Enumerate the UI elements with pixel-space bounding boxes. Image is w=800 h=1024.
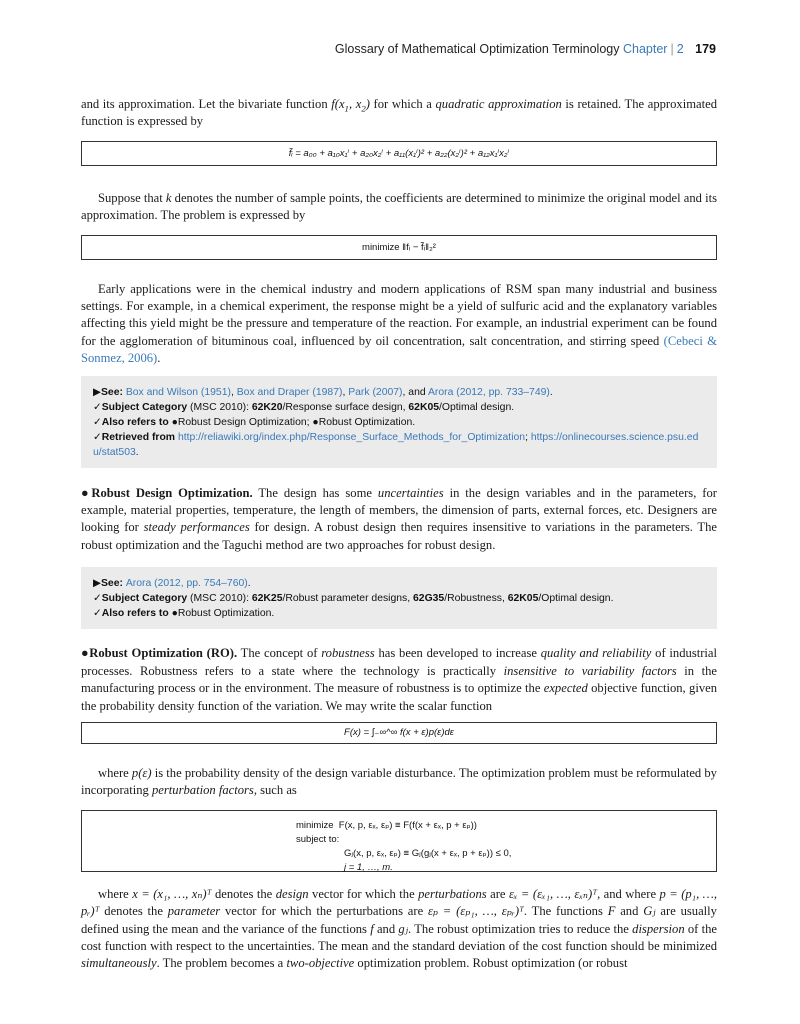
- equation-line: Gⱼ(x, p, εₓ, εₚ) ≡ Gⱼ(gⱼ(x + εₓ, p + εₚ)) ≤ 0,: [344, 847, 512, 859]
- entry-robust-design-optimization: ●Robust Design Optimization. The design has some uncertainties in the design variables and in the parameters, for example, material properties, temperature, the length of members, the dimension of parts, external forces, etc. Designers are looking for steady performances for design. A robust design then requires insensitive to variations in the parameters. The robust optimization and the Taguchi method are two approaches for robust design.: [81, 485, 717, 552]
- see-also-box-rdo: [81, 567, 717, 629]
- ref-link[interactable]: Arora (2012, pp. 733–749): [427, 386, 550, 398]
- see-line: ▶See: Arora (2012, pp. 754–760).: [93, 578, 251, 590]
- bullet-icon: ●: [81, 485, 92, 500]
- citation-link[interactable]: (Cebeci & Sonmez, 2006): [81, 333, 717, 366]
- url-link[interactable]: http://reliawiki.org/index.php/Response_Surface_Methods_for_Optimization: [177, 431, 526, 443]
- running-title: Glossary of Mathematical Optimization Terminology: [334, 42, 620, 56]
- paragraph-perturbations: where x = (x₁, …, xₙ)ᵀ denotes the design vector for which the perturbations are εₓ = (εₓ₁, …, εₓₙ)ᵀ, and where p = (p₁, …, pᵣ)ᵀ denotes the parameter vector for which the perturbations are εₚ = (εₚ₁, …, εₚᵣ)ᵀ. The functions F and Gⱼ are usually defined using the mean and the variance of the functions f and gⱼ. The robust optimization tries to reduce the dispersion of the cost function with respect to the uncertainties. The mean and the standard deviation of the cost function should be minimized simultaneously. The problem becomes a two-objective optimization problem. Robust optimization (or robust: [81, 886, 718, 971]
- equation-line: minimize F(x, p, εₓ, εₚ) ≡ F(f(x + εₓ, p + εₚ)): [296, 819, 477, 831]
- ref-link[interactable]: Box and Wilson (1951): [125, 386, 231, 398]
- chapter-number: 2: [676, 42, 684, 56]
- paragraph-approximation: and its approximation. Let the bivariate function $f(x_1$, $x_2$) for which a quadratic approximation is retained. The approximated function is expressed by: [81, 97, 717, 129]
- chapter-label: Chapter: [622, 42, 668, 56]
- paragraph-probability-density: where p(ε) is the probability density of the design variable disturbance. The optimization problem must be reformulated by incorporating perturbation factors, such as: [81, 765, 717, 798]
- see-also-box-rsm: [81, 376, 717, 468]
- equation-robust-problem: [81, 810, 717, 872]
- entry-term: Robust Design Optimization.: [91, 485, 253, 500]
- paragraph-sample-points: Suppose that k denotes the number of sample points, the coefficients are determined to minimize the original model and its approximation. The problem is expressed by: [81, 190, 717, 223]
- ref-link[interactable]: Arora (2012, pp. 754–760): [125, 578, 248, 590]
- page-number: 179: [695, 42, 716, 56]
- equation-line: j = 1, …, m.: [344, 861, 393, 873]
- see-line: ▶See: Box and Wilson (1951), Box and Draper (1987), Park (2007), and Arora (2012, pp. 733–749).: [93, 386, 553, 398]
- also-refers-line: ✓Also refers to ●Robust Design Optimization; ●Robust Optimization.: [93, 416, 416, 428]
- retrieved-from-line: ✓Retrieved from http://reliawiki.org/index.php/Response_Surface_Methods_for_Optimization; https://onlinecourses.science.psu.edu/stat503.: [93, 431, 699, 458]
- entry-robust-optimization: ●Robust Optimization (RO). The concept of robustness has been developed to increase quality and reliability of industrial processes. Robustness refers to a state where the technology is practically insensitive to variability factors in the manufacturing process or in the environment. The measure of robustness is to optimize the expected objective function, given the probability density function of the variation. We may write the scalar function: [81, 646, 718, 713]
- equation-line: subject to:: [296, 833, 340, 845]
- running-header: [335, 42, 716, 56]
- header-separator: |: [670, 42, 674, 56]
- page-body: [81, 96, 717, 973]
- paragraph-rsm-applications: Early applications were in the chemical industry and modern applications of RSM span many industrial and business settings. For example, in a chemical experiment, the response might be a yield of sulfuric acid and the explanatory variables affecting this yield might be the pressure and temperature of the reaction. For example, an industrial experiment can be found for the agglomeration of bituminous coal, influenced by oil concentration, salt concentration, and stirring speed (Cebeci & Sonmez, 2006).: [81, 281, 717, 366]
- also-refers-line: ✓Also refers to ●Robust Optimization.: [93, 608, 275, 620]
- subject-category-line: ✓Subject Category (MSC 2010): 62K20/Response surface design, 62K05/Optimal design.: [93, 401, 515, 413]
- equation-minimize-norm: minimize ‖fᵢ − f̃ᵢ‖₂²: [81, 235, 717, 260]
- ref-link[interactable]: Box and Draper (1987): [236, 386, 343, 398]
- entry-term: Robust Optimization (RO).: [89, 646, 238, 661]
- url-link[interactable]: https://onlinecourses.science.psu.edu/stat503: [93, 431, 699, 458]
- equation-expected-function: F(x) = ∫₋∞^∞ f(x + ε)p(ε)dε: [81, 722, 717, 744]
- bullet-icon: ●: [81, 646, 90, 661]
- subject-category-line: ✓Subject Category (MSC 2010): 62K25/Robust parameter designs, 62G35/Robustness, 62K05/Optimal design.: [93, 593, 614, 605]
- equation-quadratic-approximation: f̃ᵢ = a₀₀ + a₁₀x₁ⁱ + a₂₀x₂ⁱ + a₁₁(x₁ⁱ)² + a₂₂(x₂ⁱ)² + a₁₂x₁ⁱx₂ⁱ: [81, 141, 717, 166]
- ref-link[interactable]: Park (2007): [348, 386, 403, 398]
